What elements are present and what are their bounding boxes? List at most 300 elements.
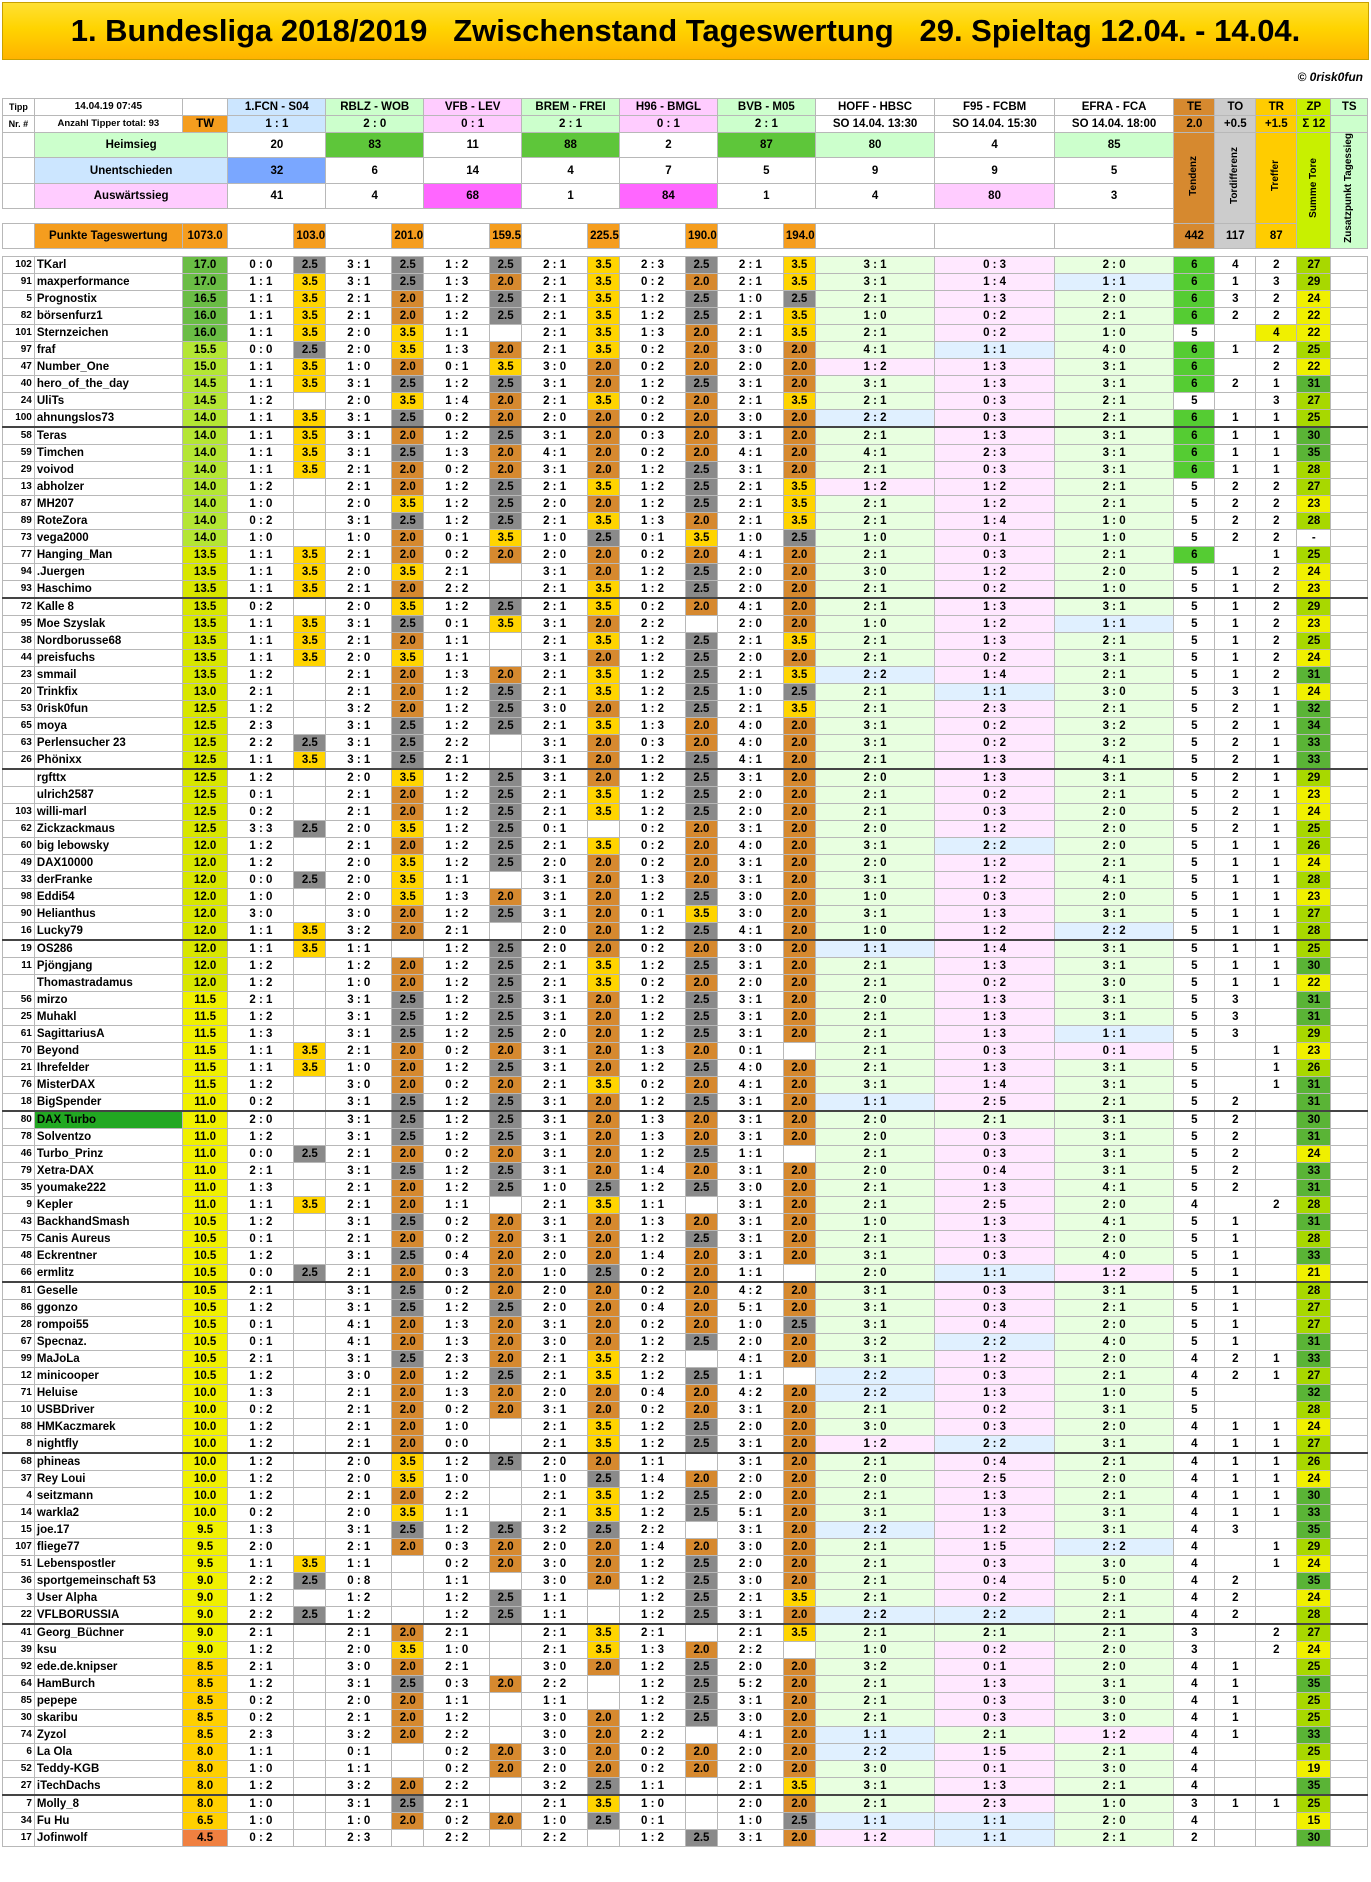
table-row — [3, 1401, 1368, 1418]
tip-cell: 1 : 2 — [619, 632, 685, 649]
points-cell: 2.0 — [783, 1418, 815, 1435]
tip-cell: 1 : 1 — [228, 324, 294, 341]
points-cell: 2.0 — [490, 1247, 522, 1264]
player-name: USBDriver — [34, 1401, 182, 1418]
points-cell: 2.0 — [490, 461, 522, 478]
points-cell — [686, 1521, 718, 1538]
nr-label: Nr. # — [3, 116, 35, 133]
sunday-tip: 0 : 3 — [935, 546, 1055, 563]
points-cell: 2.0 — [783, 546, 815, 563]
unent-3: 14 — [424, 158, 522, 183]
points-cell — [294, 1521, 326, 1538]
points-cell: 2.5 — [686, 461, 718, 478]
zp-cell: 35 — [1297, 1572, 1331, 1589]
points-cell: 2.0 — [588, 1299, 620, 1316]
points-cell: 2.0 — [783, 940, 815, 958]
sunday-tip: 1 : 2 — [935, 1350, 1055, 1367]
tip-cell: 3 : 0 — [717, 1709, 783, 1726]
tr-cell: 1 — [1256, 905, 1297, 922]
sunday-tip: 2 : 1 — [815, 1675, 935, 1692]
sunday-tip: 0 : 3 — [935, 1709, 1055, 1726]
tip-cell: 2 : 2 — [619, 1521, 685, 1538]
player-name: Zyzol — [34, 1726, 182, 1743]
row-nr: 77 — [3, 546, 35, 563]
tip-cell: 4 : 1 — [717, 1076, 783, 1093]
to-cell: 1 — [1215, 615, 1256, 632]
to-cell: 1 — [1215, 580, 1256, 598]
points-cell — [294, 529, 326, 546]
points-cell: 3.5 — [588, 598, 620, 616]
tr-sum: 87 — [1256, 224, 1297, 249]
points-cell: 3.5 — [783, 512, 815, 529]
tip-cell: 2 : 1 — [326, 1384, 392, 1401]
zp-cell: 30 — [1297, 957, 1331, 974]
points-cell: 2.0 — [490, 1401, 522, 1418]
player-name: SagittariusA — [34, 1025, 182, 1042]
to-cell: 1 — [1215, 1333, 1256, 1350]
points-cell — [392, 940, 424, 958]
row-nr: 10 — [3, 1401, 35, 1418]
points-cell: 2.0 — [392, 1538, 424, 1555]
sunday-tip: 3 : 1 — [1054, 1675, 1174, 1692]
match-header-7: HOFF - HBSC — [815, 99, 935, 116]
points-cell: 2.0 — [588, 1453, 620, 1471]
points-cell: 2.0 — [783, 837, 815, 854]
row-nr: 89 — [3, 512, 35, 529]
to-cell — [1215, 392, 1256, 409]
tip-cell: 1 : 2 — [228, 392, 294, 409]
points-cell: 2.0 — [588, 991, 620, 1008]
tr-cell: 1 — [1256, 683, 1297, 700]
zp-cell: 31 — [1297, 1179, 1331, 1196]
row-nr: 47 — [3, 358, 35, 375]
tip-cell: 3 : 1 — [717, 1401, 783, 1418]
points-cell: 2.0 — [490, 1743, 522, 1760]
points-cell: 2.0 — [588, 1282, 620, 1300]
row-tw: 15.5 — [182, 341, 228, 358]
sunday-tip: 2 : 0 — [1054, 1350, 1174, 1367]
tip-cell: 0 : 2 — [424, 1076, 490, 1093]
zp-cell: 27 — [1297, 1435, 1331, 1453]
row-tw: 10.5 — [182, 1367, 228, 1384]
sunday-tip: 1 : 0 — [815, 1641, 935, 1658]
tr-cell — [1256, 1675, 1297, 1692]
points-cell: 2.0 — [686, 546, 718, 563]
zp-long: Summe Tore — [1307, 158, 1319, 218]
punkte-label: Punkte Tageswertung — [34, 224, 182, 249]
to-cell: 3 — [1215, 991, 1256, 1008]
tip-cell: 1 : 2 — [228, 1076, 294, 1093]
tip-cell: 3 : 1 — [522, 1128, 588, 1145]
tr-cell: 1 — [1256, 1435, 1297, 1453]
match-header-1: 1.FCN - S04 — [228, 99, 326, 116]
sunday-tip: 0 : 4 — [935, 1572, 1055, 1589]
points-cell: 2.0 — [588, 734, 620, 751]
player-name: Lebenspostler — [34, 1555, 182, 1572]
to-cell: 1 — [1215, 1264, 1256, 1282]
points-cell — [686, 1777, 718, 1795]
points-cell — [294, 1333, 326, 1350]
player-name: Kepler — [34, 1196, 182, 1213]
tr-cell: 2 — [1256, 666, 1297, 683]
match-result-5: 0 : 1 — [619, 116, 717, 133]
tip-cell: 1 : 2 — [619, 1589, 685, 1606]
tr-cell: 1 — [1256, 734, 1297, 751]
points-cell — [686, 1350, 718, 1367]
tip-cell: 3 : 0 — [717, 409, 783, 427]
sunday-tip: 2 : 1 — [1054, 307, 1174, 324]
sunday-tip: 1 : 2 — [935, 1521, 1055, 1538]
tip-cell: 0 : 3 — [619, 734, 685, 751]
points-cell: 2.0 — [490, 409, 522, 427]
tip-cell: 3 : 1 — [326, 1350, 392, 1367]
points-cell: 2.0 — [392, 803, 424, 820]
points-cell: 2.5 — [490, 1008, 522, 1025]
tr-cell — [1256, 1572, 1297, 1589]
player-name: Muhakl — [34, 1008, 182, 1025]
sunday-tip: 2 : 1 — [815, 1572, 935, 1589]
te-cell: 5 — [1174, 888, 1215, 905]
row-tw: 8.5 — [182, 1675, 228, 1692]
points-cell: 2.0 — [588, 1230, 620, 1247]
tip-cell: 2 : 1 — [228, 1624, 294, 1642]
points-cell: 2.5 — [490, 1111, 522, 1129]
tip-cell: 1 : 1 — [424, 1692, 490, 1709]
row-tw: 9.5 — [182, 1538, 228, 1555]
tr-cell — [1256, 1829, 1297, 1846]
points-cell: 2.5 — [686, 563, 718, 580]
points-cell — [294, 1641, 326, 1658]
tip-cell: 3 : 0 — [522, 1658, 588, 1675]
te-cell: 5 — [1174, 751, 1215, 769]
tip-cell: 1 : 1 — [326, 1760, 392, 1777]
row-tw: 12.0 — [182, 905, 228, 922]
punkte-6: 194.0 — [783, 224, 815, 249]
sunday-tip: 0 : 3 — [935, 1418, 1055, 1435]
tip-cell: 1 : 3 — [424, 666, 490, 683]
tip-cell: 1 : 1 — [522, 1692, 588, 1709]
table-row — [3, 1350, 1368, 1367]
sunday-tip: 1 : 1 — [935, 341, 1055, 358]
points-cell: 2.0 — [588, 905, 620, 922]
sunday-tip: 2 : 1 — [935, 1726, 1055, 1743]
sunday-tip: 1 : 3 — [935, 905, 1055, 922]
player-name: Geselle — [34, 1282, 182, 1300]
sunday-tip: 3 : 2 — [815, 1658, 935, 1675]
tip-cell: 1 : 2 — [619, 1504, 685, 1521]
tip-cell: 1 : 2 — [424, 1162, 490, 1179]
points-cell — [588, 1829, 620, 1846]
table-row — [3, 905, 1368, 922]
tip-cell: 2 : 1 — [326, 837, 392, 854]
tip-cell: 1 : 2 — [619, 1418, 685, 1435]
points-cell — [392, 1829, 424, 1846]
table-row — [3, 1760, 1368, 1777]
points-cell: 3.5 — [686, 529, 718, 546]
sunday-tip: 1 : 0 — [1054, 1384, 1174, 1401]
row-nr: 22 — [3, 1606, 35, 1624]
tip-cell: 3 : 1 — [326, 1128, 392, 1145]
points-cell — [294, 1453, 326, 1471]
table-row — [3, 392, 1368, 409]
sunday-tip: 1 : 3 — [935, 375, 1055, 392]
tip-cell: 3 : 3 — [228, 820, 294, 837]
tip-cell: 4 : 0 — [717, 837, 783, 854]
player-name: Beyond — [34, 1042, 182, 1059]
to-cell: 1 — [1215, 1675, 1256, 1692]
tip-cell: 1 : 4 — [619, 1247, 685, 1264]
tr-cell — [1256, 1658, 1297, 1675]
points-cell: 3.5 — [588, 324, 620, 341]
heim-3: 11 — [424, 133, 522, 158]
points-cell: 2.0 — [392, 1401, 424, 1418]
points-cell: 2.5 — [490, 478, 522, 495]
points-cell: 2.5 — [686, 1093, 718, 1111]
sunday-tip: 1 : 3 — [935, 1777, 1055, 1795]
tip-cell: 1 : 2 — [619, 1675, 685, 1692]
points-cell: 3.5 — [392, 1504, 424, 1521]
sunday-tip: 2 : 1 — [815, 700, 935, 717]
tip-cell: 0 : 3 — [424, 1538, 490, 1555]
row-tw: 16.0 — [182, 324, 228, 341]
row-tw: 10.5 — [182, 1350, 228, 1367]
tip-cell: 1 : 2 — [424, 427, 490, 445]
points-cell: 2.0 — [783, 615, 815, 632]
points-cell — [490, 1777, 522, 1795]
tr-header: TR — [1256, 99, 1297, 116]
points-cell — [490, 1658, 522, 1675]
zp-cell: 24 — [1297, 1418, 1331, 1435]
tip-cell: 2 : 0 — [522, 1025, 588, 1042]
tip-cell: 1 : 2 — [424, 1521, 490, 1538]
te-cell: 5 — [1174, 495, 1215, 512]
sunday-tip: 1 : 4 — [935, 666, 1055, 683]
te-cell: 6 — [1174, 341, 1215, 358]
tip-cell: 1 : 1 — [228, 375, 294, 392]
points-cell: 2.0 — [588, 563, 620, 580]
sunday-tip: 1 : 1 — [935, 1812, 1055, 1829]
to-cell: 1 — [1215, 666, 1256, 683]
tip-cell: 0 : 1 — [424, 529, 490, 546]
tip-cell: 1 : 0 — [522, 1264, 588, 1282]
tip-cell: 4 : 1 — [326, 1316, 392, 1333]
tip-cell: 0 : 2 — [228, 512, 294, 529]
points-cell: 3.5 — [588, 1641, 620, 1658]
points-cell: 2.0 — [588, 461, 620, 478]
sunday-tip: 3 : 1 — [815, 273, 935, 290]
tip-cell: 1 : 2 — [424, 1008, 490, 1025]
points-cell: 2.5 — [686, 1367, 718, 1384]
tip-cell: 1 : 2 — [619, 1487, 685, 1504]
sunday-tip: 1 : 4 — [935, 1076, 1055, 1093]
te-cell: 5 — [1174, 1401, 1215, 1418]
points-cell — [294, 957, 326, 974]
points-cell — [490, 1435, 522, 1453]
sunday-tip: 1 : 0 — [815, 922, 935, 940]
sunday-tip: 2 : 1 — [815, 1059, 935, 1076]
table-row — [3, 1145, 1368, 1162]
row-tw: 12.0 — [182, 957, 228, 974]
row-nr: 34 — [3, 1812, 35, 1829]
player-name: smmail — [34, 666, 182, 683]
row-nr: 75 — [3, 1230, 35, 1247]
points-cell: 2.5 — [490, 290, 522, 307]
tip-cell: 1 : 2 — [619, 580, 685, 598]
tr-cell: 1 — [1256, 409, 1297, 427]
tip-cell: 1 : 2 — [619, 1606, 685, 1624]
tr-cell — [1256, 1111, 1297, 1129]
to-cell — [1215, 1812, 1256, 1829]
points-cell: 2.5 — [686, 991, 718, 1008]
tip-cell: 1 : 1 — [326, 940, 392, 958]
zp-cell: 25 — [1297, 1709, 1331, 1726]
row-tw: 12.0 — [182, 871, 228, 888]
tip-cell: 1 : 2 — [424, 940, 490, 958]
tip-cell: 2 : 0 — [522, 409, 588, 427]
points-cell: 2.0 — [588, 700, 620, 717]
zp-cell: 29 — [1297, 273, 1331, 290]
table-row — [3, 974, 1368, 991]
points-cell: 2.0 — [783, 1504, 815, 1521]
tip-cell: 1 : 1 — [228, 649, 294, 666]
sunday-tip: 2 : 1 — [815, 1555, 935, 1572]
ausw-9: 3 — [1054, 183, 1174, 208]
to-cell: 2 — [1215, 1572, 1256, 1589]
points-cell — [294, 1589, 326, 1606]
heim-4: 88 — [522, 133, 620, 158]
tip-cell: 2 : 1 — [228, 991, 294, 1008]
points-cell: 3.5 — [392, 888, 424, 905]
row-nr: 91 — [3, 273, 35, 290]
row-tw: 9.5 — [182, 1521, 228, 1538]
points-cell: 2.0 — [392, 683, 424, 700]
points-cell: 3.5 — [588, 803, 620, 820]
zp-cell: 29 — [1297, 769, 1331, 787]
sunday-tip: 2 : 1 — [1054, 1589, 1174, 1606]
zp-cell: 24 — [1297, 854, 1331, 871]
zp-cell: 24 — [1297, 1641, 1331, 1658]
unent-9: 5 — [1054, 158, 1174, 183]
sunday-tip: 3 : 1 — [1054, 769, 1174, 787]
tip-cell: 0 : 0 — [228, 341, 294, 358]
sunday-tip: 1 : 1 — [815, 1093, 935, 1111]
tr-cell — [1256, 1777, 1297, 1795]
points-cell: 3.5 — [588, 341, 620, 358]
tip-cell: 2 : 1 — [522, 632, 588, 649]
tip-cell: 1 : 2 — [619, 1829, 685, 1846]
row-tw: 8.0 — [182, 1760, 228, 1777]
row-nr: 72 — [3, 598, 35, 616]
row-tw: 11.0 — [182, 1162, 228, 1179]
player-name: ulrich2587 — [34, 786, 182, 803]
tip-cell: 1 : 1 — [228, 563, 294, 580]
tipp-label: Tipp — [3, 99, 35, 116]
to-cell: 1 — [1215, 1795, 1256, 1813]
tip-cell: 3 : 1 — [717, 1606, 783, 1624]
sunday-tip: 2 : 1 — [815, 632, 935, 649]
sunday-tip: 1 : 1 — [935, 1829, 1055, 1846]
row-nr: 66 — [3, 1264, 35, 1282]
to-cell — [1215, 1829, 1256, 1846]
tr-cell: 2 — [1256, 1641, 1297, 1658]
tr-cell: 1 — [1256, 1538, 1297, 1555]
points-cell — [783, 1145, 815, 1162]
tr-cell: 1 — [1256, 922, 1297, 940]
row-tw: 10.0 — [182, 1470, 228, 1487]
tip-cell: 1 : 2 — [228, 769, 294, 787]
points-cell: 3.5 — [588, 1487, 620, 1504]
tip-cell: 1 : 1 — [326, 1555, 392, 1572]
zp-cell: 28 — [1297, 871, 1331, 888]
table-row — [3, 1572, 1368, 1589]
sunday-tip: 1 : 3 — [935, 632, 1055, 649]
to-cell: 1 — [1215, 598, 1256, 616]
sunday-tip: 2 : 1 — [815, 427, 935, 445]
sunday-tip: 4 : 0 — [1054, 341, 1174, 358]
tip-cell: 1 : 2 — [619, 1179, 685, 1196]
row-nr — [3, 974, 35, 991]
sunday-tip: 2 : 1 — [1054, 632, 1174, 649]
points-cell: 3.5 — [588, 717, 620, 734]
row-tw: 8.5 — [182, 1726, 228, 1743]
sunday-tip: 5 : 0 — [1054, 1572, 1174, 1589]
player-name: vega2000 — [34, 529, 182, 546]
row-nr: 81 — [3, 1282, 35, 1300]
sunday-tip: 2 : 1 — [815, 461, 935, 478]
tip-cell: 0 : 1 — [619, 905, 685, 922]
points-cell — [392, 1760, 424, 1777]
tip-cell: 3 : 0 — [522, 358, 588, 375]
tr-cell: 1 — [1256, 974, 1297, 991]
tr-cell — [1256, 1128, 1297, 1145]
to-cell: 1 — [1215, 1316, 1256, 1333]
table-row — [3, 922, 1368, 940]
points-cell: 2.0 — [588, 649, 620, 666]
table-row — [3, 256, 1368, 273]
row-tw: 10.0 — [182, 1418, 228, 1435]
to-cell: 1 — [1215, 444, 1256, 461]
tip-cell: 2 : 1 — [522, 1624, 588, 1642]
te-cell: 3 — [1174, 1641, 1215, 1658]
sunday-tip: 0 : 2 — [935, 649, 1055, 666]
sunday-tip: 1 : 2 — [815, 1829, 935, 1846]
player-name: Sternzeichen — [34, 324, 182, 341]
zp-cell: 19 — [1297, 1760, 1331, 1777]
to-cell: 1 — [1215, 341, 1256, 358]
points-cell — [490, 324, 522, 341]
table-row — [3, 683, 1368, 700]
te-cell: 5 — [1174, 1128, 1215, 1145]
tip-cell: 3 : 1 — [522, 1042, 588, 1059]
zp-weight: Σ 12 — [1297, 116, 1331, 133]
tip-cell: 1 : 2 — [619, 307, 685, 324]
row-nr: 18 — [3, 1093, 35, 1111]
sunday-tip: 0 : 2 — [935, 580, 1055, 598]
table-row — [3, 717, 1368, 734]
tr-cell: 2 — [1256, 615, 1297, 632]
row-nr: 16 — [3, 922, 35, 940]
sunday-tip: 1 : 2 — [935, 615, 1055, 632]
tip-cell: 0 : 2 — [619, 358, 685, 375]
heim-9: 85 — [1054, 133, 1174, 158]
to-cell — [1215, 1743, 1256, 1760]
to-cell: 1 — [1215, 563, 1256, 580]
table-row — [3, 820, 1368, 837]
zp-cell: 25 — [1297, 1658, 1331, 1675]
to-cell: 3 — [1215, 1521, 1256, 1538]
points-cell: 2.0 — [686, 871, 718, 888]
points-cell: 2.5 — [490, 1093, 522, 1111]
